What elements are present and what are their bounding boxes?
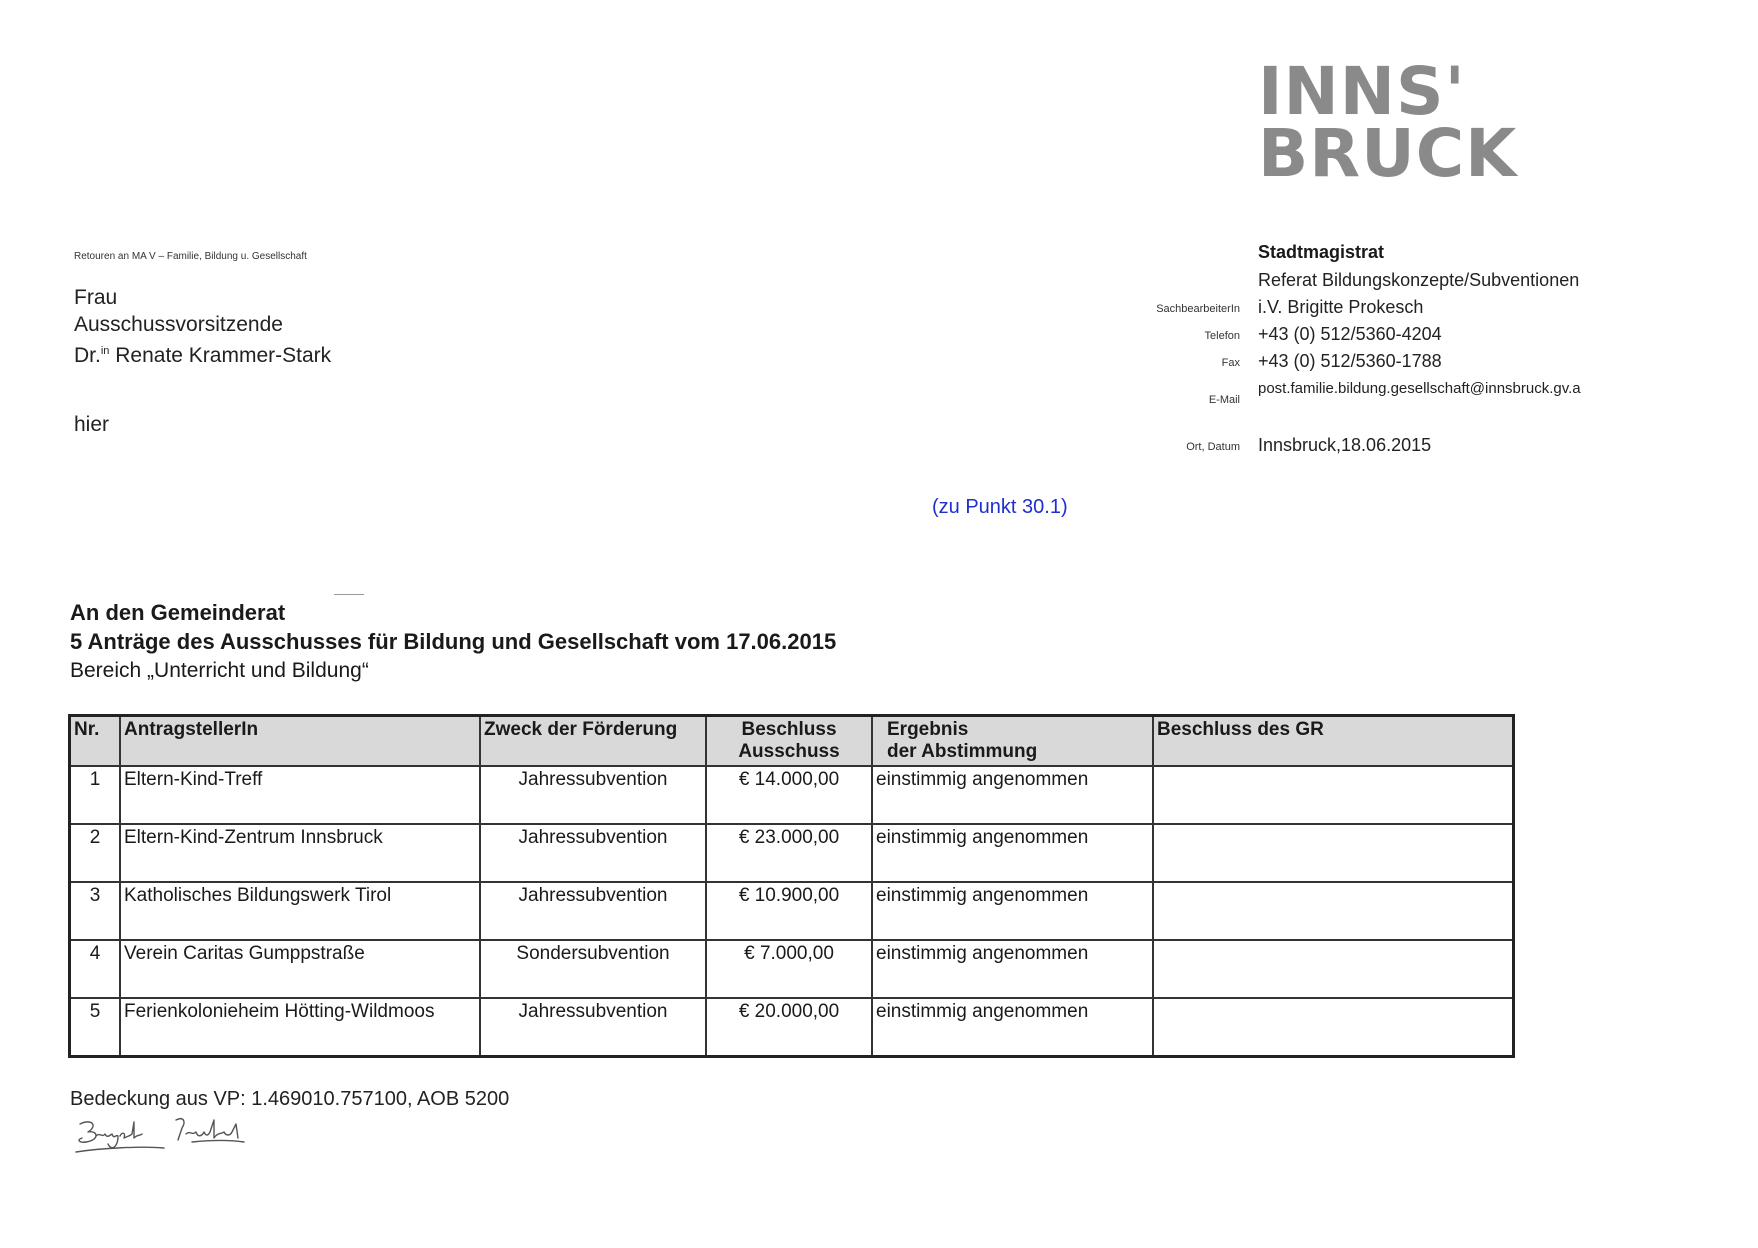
header-vote-line1: Ergebnis	[887, 719, 969, 740]
cell-council	[1153, 824, 1514, 882]
cell-applicant: Katholisches Bildungswerk Tirol	[120, 882, 480, 940]
logo-line-1: INNS'	[1258, 53, 1466, 130]
cell-council	[1153, 766, 1514, 824]
cell-nr: 1	[70, 766, 121, 824]
table-header-row	[70, 716, 1514, 767]
cell-purpose: Jahressubvention	[480, 882, 706, 940]
header-committee-decision	[706, 716, 872, 767]
cell-purpose: Jahressubvention	[480, 766, 706, 824]
recipient-name: Renate Krammer-Stark	[109, 344, 332, 367]
phone-value: +43 (0) 512/5360-4204	[1258, 324, 1442, 344]
fax-label: Fax	[1221, 357, 1240, 369]
recipient-title-suffix: in	[100, 345, 110, 357]
divider-mark	[334, 594, 364, 595]
table-row	[70, 824, 1514, 882]
recipient-title: Dr.	[74, 344, 101, 367]
contact-person-label: SachbearbeiterIn	[1156, 303, 1240, 315]
table-row	[70, 998, 1514, 1056]
cell-amount: € 20.000,00	[706, 998, 872, 1056]
sender-office: Stadtmagistrat	[1258, 242, 1385, 262]
cell-nr: 3	[70, 882, 121, 940]
header-applicant: AntragstellerIn	[120, 716, 480, 767]
cell-amount: € 7.000,00	[706, 940, 872, 998]
cell-purpose: Jahressubvention	[480, 998, 706, 1056]
contact-person: i.V. Brigitte Prokesch	[1258, 297, 1424, 317]
city-logo	[1258, 53, 1518, 192]
signature-drawing	[72, 1112, 272, 1158]
cell-amount: € 10.900,00	[706, 882, 872, 940]
email-label: E-Mail	[1208, 394, 1240, 406]
place-date-label: Ort, Datum	[1186, 441, 1240, 453]
cell-applicant: Eltern-Kind-Zentrum Innsbruck	[120, 824, 480, 882]
recipient-name-line	[74, 338, 331, 369]
cell-result: einstimmig angenommen	[872, 940, 1153, 998]
cell-amount: € 23.000,00	[706, 824, 872, 882]
fax-value: +43 (0) 512/5360-1788	[1258, 351, 1442, 371]
header-council-decision: Beschluss des GR	[1153, 716, 1514, 767]
place-date-value: Innsbruck,18.06.2015	[1258, 435, 1432, 455]
grants-table	[68, 714, 1515, 1058]
recipient-role: Ausschussvorsitzende	[74, 313, 283, 336]
cell-council	[1153, 998, 1514, 1056]
header-purpose: Zweck der Förderung	[480, 716, 706, 767]
header-vote-line2: der Abstimmung	[887, 741, 1038, 762]
header-committee-line1: Beschluss	[741, 719, 837, 740]
cell-council	[1153, 940, 1514, 998]
cell-purpose: Sondersubvention	[480, 940, 706, 998]
area-heading: Bereich „Unterricht und Bildung“	[70, 659, 369, 682]
header-committee-line2: Ausschuss	[738, 741, 840, 762]
handwritten-signature	[72, 1112, 272, 1163]
cell-nr: 2	[70, 824, 121, 882]
cell-result: einstimmig angenommen	[872, 824, 1153, 882]
return-address: Retouren an MA V – Familie, Bildung u. Gesellschaft	[74, 251, 307, 262]
cell-applicant: Ferienkolonieheim Hötting-Wildmoos	[120, 998, 480, 1056]
cell-result: einstimmig angenommen	[872, 766, 1153, 824]
subject-heading: 5 Anträge des Ausschusses für Bildung und Gesellschaft vom 17.06.2015	[70, 629, 837, 654]
table-row	[70, 766, 1514, 824]
email-value: post.familie.bildung.gesellschaft@innsbruck.gv.a	[1258, 380, 1581, 397]
recipient-salutation: Frau	[74, 286, 118, 309]
recipient-block	[74, 284, 331, 369]
cell-result: einstimmig angenommen	[872, 882, 1153, 940]
cell-result: einstimmig angenommen	[872, 998, 1153, 1056]
cell-nr: 4	[70, 940, 121, 998]
header-vote-result	[872, 716, 1153, 767]
addressee-heading: An den Gemeinderat	[70, 600, 286, 625]
recipient-location: hier	[74, 413, 110, 436]
agenda-reference: (zu Punkt 30.1)	[932, 496, 1068, 518]
header-nr: Nr.	[70, 716, 121, 767]
phone-label: Telefon	[1204, 330, 1240, 342]
budget-coverage: Bedeckung aus VP: 1.469010.757100, AOB 5200	[70, 1088, 510, 1110]
cell-purpose: Jahressubvention	[480, 824, 706, 882]
cell-nr: 5	[70, 998, 121, 1056]
cell-applicant: Eltern-Kind-Treff	[120, 766, 480, 824]
sender-department: Referat Bildungskonzepte/Subventionen	[1258, 270, 1580, 290]
cell-amount: € 14.000,00	[706, 766, 872, 824]
table-row	[70, 882, 1514, 940]
cell-applicant: Verein Caritas Gumppstraße	[120, 940, 480, 998]
table-row	[70, 940, 1514, 998]
cell-council	[1153, 882, 1514, 940]
logo-line-2: BRUCK	[1258, 115, 1518, 192]
